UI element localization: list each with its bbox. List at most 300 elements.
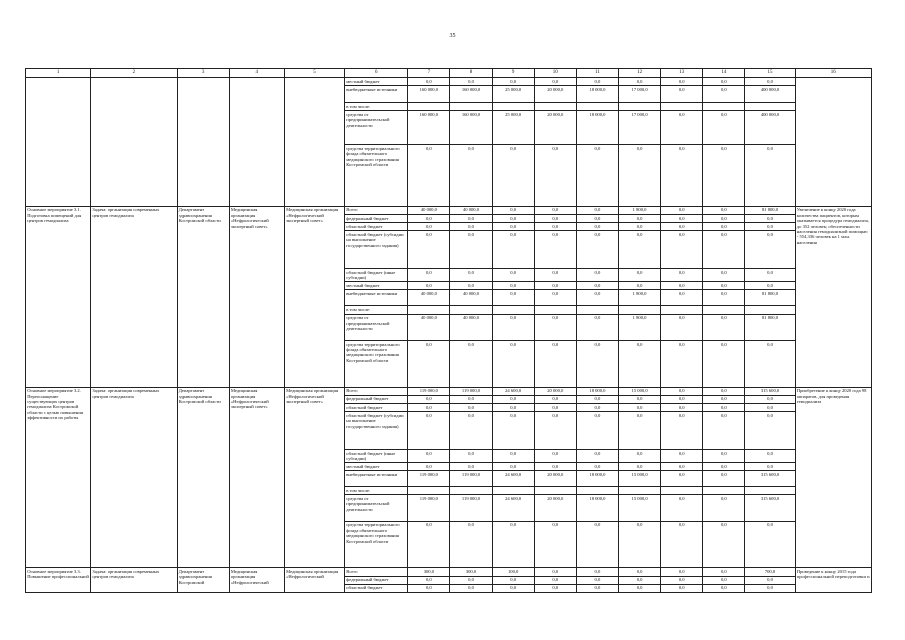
funding-source: областной бюджет (субсидии на выполнение государственного задания) (345, 231, 408, 269)
column-number-row (26, 69, 872, 78)
year-value: 40 000,0 (408, 314, 450, 341)
funding-source: в том числе: (345, 306, 408, 314)
year-value: 0,0 (534, 145, 576, 207)
year-value: 0,0 (703, 215, 745, 223)
year-value: 0,0 (703, 576, 745, 584)
year-value: 0,0 (703, 86, 745, 103)
year-value: 0,0 (703, 223, 745, 231)
year-value: 0,0 (619, 450, 661, 463)
year-value: 0,0 (492, 206, 534, 214)
funding-row (26, 78, 872, 86)
year-value (703, 103, 745, 111)
total-value: 0,0 (745, 450, 795, 463)
year-value: 0,0 (703, 282, 745, 290)
executor-cell: Департамент здравоохранения Костромской области (177, 206, 229, 387)
year-value: 0,0 (534, 450, 576, 463)
year-value: 17 000,0 (619, 111, 661, 145)
year-value: 0,0 (703, 341, 745, 388)
year-value: 0,0 (534, 463, 576, 471)
year-value: 0,0 (576, 223, 618, 231)
year-value (492, 103, 534, 111)
year-value: 40 000,0 (450, 206, 492, 214)
year-value: 0,0 (408, 341, 450, 388)
column-number: 4 (229, 69, 284, 78)
task-cell: Задача: организация современных центров гемодиализа (91, 568, 177, 593)
year-value: 1 800,0 (619, 314, 661, 341)
measure-cell: Основное мероприятие 3.3. Повышение профессиональной (26, 568, 91, 593)
year-value: 0,0 (661, 450, 703, 463)
year-value: 0,0 (661, 495, 703, 522)
total-value: 81 800,0 (745, 206, 795, 214)
year-value: 40 000,0 (450, 314, 492, 341)
column-number: 1 (26, 69, 91, 78)
year-value: 0,0 (492, 215, 534, 223)
year-value (408, 103, 450, 111)
year-value (703, 306, 745, 314)
year-value: 0,0 (492, 223, 534, 231)
year-value: 0,0 (534, 290, 576, 306)
participant-cell (229, 78, 284, 207)
year-value: 0,0 (492, 78, 534, 86)
year-value: 0,0 (450, 223, 492, 231)
total-value: 0,0 (745, 576, 795, 584)
total-value: 0,0 (745, 521, 795, 568)
measure-cell (26, 78, 91, 207)
year-value: 0,0 (534, 521, 576, 568)
year-value: 0,0 (703, 450, 745, 463)
total-value: 0,0 (745, 395, 795, 403)
funding-row (26, 568, 872, 576)
year-value: 15 000,0 (619, 471, 661, 487)
year-value: 0,0 (576, 231, 618, 269)
year-value (661, 306, 703, 314)
year-value (492, 306, 534, 314)
year-value (492, 487, 534, 495)
year-value: 24 600,0 (492, 471, 534, 487)
column-number: 11 (576, 69, 618, 78)
participant-cell: Медицинская организация «Нефрологический (229, 568, 284, 593)
year-value: 119 000,0 (408, 495, 450, 522)
year-value: 0,0 (408, 223, 450, 231)
total-value: 0,0 (745, 412, 795, 450)
funding-source: областной бюджет (345, 223, 408, 231)
column-number: 9 (492, 69, 534, 78)
year-value: 18 000,0 (576, 495, 618, 522)
year-value: 0,0 (534, 404, 576, 412)
year-value: 0,0 (661, 269, 703, 282)
year-value: 18 000,0 (576, 86, 618, 103)
year-value: 0,0 (619, 395, 661, 403)
year-value: 0,0 (408, 412, 450, 450)
year-value (576, 306, 618, 314)
year-value: 24 600,0 (492, 387, 534, 395)
year-value: 0,0 (703, 521, 745, 568)
result-cell: Увеличение к концу 2020 года количества пациентов, которым оказывается процедура гемодиализа, до 352 человек; обеспеченности населения гемодиализной помощью - 554,336 человек на 1 млн. населения (795, 206, 871, 387)
year-value: 0,0 (703, 111, 745, 145)
executor-cell (177, 78, 229, 207)
year-value: 0,0 (703, 314, 745, 341)
year-value: 15 000,0 (619, 495, 661, 522)
funding-source: средства территориального фонда обязательного медицинского страхования Костромской области (345, 145, 408, 207)
year-value: 0,0 (450, 412, 492, 450)
total-value: 0,0 (745, 215, 795, 223)
participant-cell: Медицинская организация «Нефрологический экспертный совет» (229, 387, 284, 568)
year-value: 0,0 (534, 412, 576, 450)
organizer-cell: Медицинская организация «Нефрологический (284, 568, 344, 593)
year-value: 0,0 (703, 471, 745, 487)
year-value: 0,0 (492, 521, 534, 568)
year-value: 0,0 (450, 341, 492, 388)
year-value: 0,0 (534, 576, 576, 584)
year-value: 0,0 (408, 231, 450, 269)
year-value (534, 103, 576, 111)
year-value: 0,0 (619, 223, 661, 231)
year-value: 0,0 (619, 282, 661, 290)
year-value: 0,0 (661, 568, 703, 576)
funding-source: средства от предпринимательской деятельности (345, 111, 408, 145)
year-value: 0,0 (408, 269, 450, 282)
year-value: 0,0 (661, 395, 703, 403)
funding-row (26, 206, 872, 214)
year-value: 0,0 (661, 290, 703, 306)
year-value: 0,0 (576, 576, 618, 584)
year-value: 20 000,0 (534, 387, 576, 395)
year-value: 0,0 (408, 282, 450, 290)
total-value: 400 000,0 (745, 86, 795, 103)
year-value: 0,0 (703, 145, 745, 207)
column-number: 6 (345, 69, 408, 78)
measure-cell: Основное мероприятие 3.2. Переоснащение существующих центров гемодиализа Костромской области с целью повышения эффективности их работы (26, 387, 91, 568)
year-value (661, 487, 703, 495)
year-value: 0,0 (408, 404, 450, 412)
year-value: 0,0 (576, 412, 618, 450)
year-value: 0,0 (492, 463, 534, 471)
year-value: 0,0 (576, 521, 618, 568)
total-value: 0,0 (745, 231, 795, 269)
column-number: 3 (177, 69, 229, 78)
year-value: 0,0 (450, 145, 492, 207)
funding-source: областной бюджет (345, 584, 408, 592)
year-value: 0,0 (619, 231, 661, 269)
year-value: 0,0 (450, 78, 492, 86)
year-value: 0,0 (661, 282, 703, 290)
year-value: 0,0 (661, 231, 703, 269)
measure-cell: Основное мероприятие 3.1. Подготовка помещений для центров гемодиализа (26, 206, 91, 387)
result-cell (795, 78, 871, 207)
year-value: 0,0 (576, 282, 618, 290)
funding-source: федеральный бюджет (345, 576, 408, 584)
funding-source: средства от предпринимательской деятельности (345, 314, 408, 341)
column-number: 8 (450, 69, 492, 78)
year-value: 0,0 (534, 314, 576, 341)
year-value: 0,0 (576, 206, 618, 214)
year-value: 0,0 (492, 450, 534, 463)
year-value: 0,0 (408, 576, 450, 584)
task-cell: Задача: организация современных центров гемодиализа (91, 206, 177, 387)
year-value: 0,0 (492, 404, 534, 412)
year-value: 0,0 (661, 223, 703, 231)
year-value: 0,0 (534, 78, 576, 86)
year-value (576, 103, 618, 111)
funding-source: в том числе: (345, 487, 408, 495)
year-value: 0,0 (450, 521, 492, 568)
year-value: 0,0 (703, 495, 745, 522)
organizer-cell (284, 78, 344, 207)
total-value: 0,0 (745, 145, 795, 207)
funding-source: в том числе: (345, 103, 408, 111)
year-value: 0,0 (619, 568, 661, 576)
year-value: 119 000,0 (408, 387, 450, 395)
organizer-cell: Медицинская организация «Нефрологический экспертный совет» (284, 387, 344, 568)
funding-source: местный бюджет (345, 78, 408, 86)
year-value: 0,0 (661, 404, 703, 412)
year-value: 119 000,0 (408, 471, 450, 487)
year-value: 0,0 (576, 215, 618, 223)
year-value: 0,0 (408, 450, 450, 463)
year-value: 0,0 (534, 282, 576, 290)
year-value: 0,0 (534, 341, 576, 388)
year-value: 40 000,0 (408, 206, 450, 214)
year-value: 0,0 (661, 78, 703, 86)
total-value: 0,0 (745, 584, 795, 592)
year-value: 0,0 (661, 86, 703, 103)
year-value: 0,0 (703, 463, 745, 471)
budget-table (25, 68, 872, 593)
year-value: 40 000,0 (450, 290, 492, 306)
year-value: 0,0 (408, 145, 450, 207)
year-value: 0,0 (661, 463, 703, 471)
task-cell (91, 78, 177, 207)
funding-source: областной бюджет (345, 404, 408, 412)
year-value: 0,0 (576, 145, 618, 207)
year-value: 0,0 (661, 576, 703, 584)
year-value: 0,0 (450, 231, 492, 269)
year-value: 20 000,0 (534, 86, 576, 103)
total-value: 81 800,0 (745, 290, 795, 306)
year-value: 24 600,0 (492, 495, 534, 522)
year-value: 20 000,0 (534, 111, 576, 145)
total-value: 0,0 (745, 78, 795, 86)
organizer-cell: Медицинская организация «Нефрологический экспертный совет» (284, 206, 344, 387)
funding-source: средства территориального фонда обязательного медицинского страхования Костромской области (345, 521, 408, 568)
total-value: 81 800,0 (745, 314, 795, 341)
task-cell: Задача: организация современных центров гемодиализа (91, 387, 177, 568)
funding-source: местный бюджет (345, 463, 408, 471)
year-value: 0,0 (576, 584, 618, 592)
year-value: 20 000,0 (534, 495, 576, 522)
column-number: 5 (284, 69, 344, 78)
year-value (450, 103, 492, 111)
year-value (450, 306, 492, 314)
year-value: 0,0 (492, 269, 534, 282)
year-value: 40 000,0 (408, 290, 450, 306)
year-value: 0,0 (576, 568, 618, 576)
total-value: 0,0 (745, 463, 795, 471)
year-value: 100,0 (492, 568, 534, 576)
total-value (745, 103, 795, 111)
year-value: 0,0 (619, 341, 661, 388)
year-value: 0,0 (661, 341, 703, 388)
funding-source: местный бюджет (345, 282, 408, 290)
year-value: 0,0 (619, 78, 661, 86)
funding-source: Всего (345, 387, 408, 395)
total-value: 315 600,0 (745, 495, 795, 522)
column-number: 14 (703, 69, 745, 78)
year-value: 0,0 (576, 290, 618, 306)
year-value: 160 000,0 (450, 86, 492, 103)
year-value: 0,0 (576, 463, 618, 471)
funding-source: внебюджетные источники (345, 471, 408, 487)
total-value: 0,0 (745, 404, 795, 412)
column-number: 7 (408, 69, 450, 78)
year-value: 0,0 (576, 450, 618, 463)
funding-source: областной бюджет (субсидии на выполнение государственного задания) (345, 412, 408, 450)
year-value: 0,0 (492, 412, 534, 450)
page-number: 35 (449, 33, 456, 39)
year-value: 0,0 (492, 231, 534, 269)
total-value: 0,0 (745, 341, 795, 388)
year-value: 0,0 (661, 215, 703, 223)
year-value: 0,0 (661, 111, 703, 145)
participant-cell: Медицинская организация «Нефрологический экспертный совет» (229, 206, 284, 387)
total-value: 315 600,0 (745, 387, 795, 395)
year-value: 0,0 (703, 269, 745, 282)
year-value: 119 000,0 (450, 471, 492, 487)
year-value: 0,0 (619, 145, 661, 207)
year-value: 0,0 (534, 215, 576, 223)
year-value: 0,0 (619, 521, 661, 568)
year-value (619, 487, 661, 495)
year-value: 0,0 (703, 290, 745, 306)
year-value (408, 306, 450, 314)
year-value: 0,0 (619, 404, 661, 412)
year-value (534, 487, 576, 495)
year-value: 0,0 (619, 215, 661, 223)
year-value: 0,0 (576, 269, 618, 282)
year-value: 0,0 (703, 584, 745, 592)
funding-source: внебюджетные источники (345, 86, 408, 103)
year-value: 0,0 (703, 387, 745, 395)
year-value: 0,0 (534, 206, 576, 214)
year-value: 0,0 (576, 341, 618, 388)
year-value: 0,0 (450, 584, 492, 592)
total-value: 700,0 (745, 568, 795, 576)
year-value: 0,0 (492, 341, 534, 388)
total-value: 315 600,0 (745, 471, 795, 487)
funding-source: средства территориального фонда обязательного медицинского страхования Костромской области (345, 341, 408, 388)
year-value: 0,0 (703, 568, 745, 576)
year-value: 0,0 (619, 463, 661, 471)
year-value: 0,0 (450, 450, 492, 463)
year-value: 0,0 (661, 314, 703, 341)
year-value: 0,0 (619, 412, 661, 450)
year-value: 160 000,0 (450, 111, 492, 145)
year-value: 160 000,0 (408, 111, 450, 145)
executor-cell: Департамент здравоохранения Костромской (177, 568, 229, 593)
year-value (661, 103, 703, 111)
year-value: 0,0 (492, 576, 534, 584)
total-value: 0,0 (745, 223, 795, 231)
year-value: 25 000,0 (492, 111, 534, 145)
year-value: 18 000,0 (576, 387, 618, 395)
year-value: 0,0 (408, 215, 450, 223)
year-value: 17 000,0 (619, 86, 661, 103)
funding-source: областной бюджет (иные субсидии) (345, 269, 408, 282)
year-value: 0,0 (661, 145, 703, 207)
year-value: 0,0 (661, 412, 703, 450)
year-value: 0,0 (576, 314, 618, 341)
funding-source: федеральный бюджет (345, 395, 408, 403)
total-value (745, 487, 795, 495)
year-value (703, 487, 745, 495)
total-value (745, 306, 795, 314)
year-value: 300,0 (408, 568, 450, 576)
total-value: 0,0 (745, 269, 795, 282)
column-number: 15 (745, 69, 795, 78)
year-value: 0,0 (661, 206, 703, 214)
year-value: 0,0 (534, 269, 576, 282)
year-value: 0,0 (661, 387, 703, 395)
year-value (619, 306, 661, 314)
year-value: 0,0 (703, 412, 745, 450)
year-value: 0,0 (492, 282, 534, 290)
year-value: 0,0 (534, 223, 576, 231)
year-value: 0,0 (619, 584, 661, 592)
column-number: 12 (619, 69, 661, 78)
year-value: 0,0 (492, 584, 534, 592)
year-value: 0,0 (450, 269, 492, 282)
year-value: 0,0 (703, 404, 745, 412)
year-value: 300,0 (450, 568, 492, 576)
column-number: 13 (661, 69, 703, 78)
funding-source: внебюджетные источники (345, 290, 408, 306)
year-value: 0,0 (661, 584, 703, 592)
funding-source: Всего (345, 568, 408, 576)
year-value: 0,0 (703, 231, 745, 269)
year-value: 160 000,0 (408, 86, 450, 103)
year-value: 0,0 (450, 463, 492, 471)
year-value: 15 000,0 (619, 387, 661, 395)
total-value: 400 000,0 (745, 111, 795, 145)
year-value: 0,0 (703, 395, 745, 403)
funding-source: средства от предпринимательской деятельности (345, 495, 408, 522)
year-value: 0,0 (534, 231, 576, 269)
total-value: 0,0 (745, 282, 795, 290)
executor-cell: Департамент здравоохранения Костромской области (177, 387, 229, 568)
year-value: 0,0 (408, 395, 450, 403)
year-value: 0,0 (534, 395, 576, 403)
year-value: 119 000,0 (450, 387, 492, 395)
year-value: 0,0 (408, 521, 450, 568)
year-value: 0,0 (408, 463, 450, 471)
year-value: 1 800,0 (619, 206, 661, 214)
column-number: 16 (795, 69, 871, 78)
column-number: 10 (534, 69, 576, 78)
year-value: 0,0 (408, 78, 450, 86)
year-value: 0,0 (576, 395, 618, 403)
funding-source: областной бюджет (иные субсидии) (345, 450, 408, 463)
result-cell: Проведение к концу 2015 года профессиональной переподготовки и (795, 568, 871, 593)
year-value: 25 000,0 (492, 86, 534, 103)
year-value: 0,0 (619, 269, 661, 282)
year-value: 0,0 (703, 206, 745, 214)
year-value: 0,0 (576, 404, 618, 412)
result-cell: Приобретение к концу 2020 года 98 аппаратов, для проведения гемодиализа (795, 387, 871, 568)
year-value: 20 000,0 (534, 471, 576, 487)
year-value: 0,0 (450, 576, 492, 584)
year-value (408, 487, 450, 495)
year-value: 0,0 (450, 282, 492, 290)
